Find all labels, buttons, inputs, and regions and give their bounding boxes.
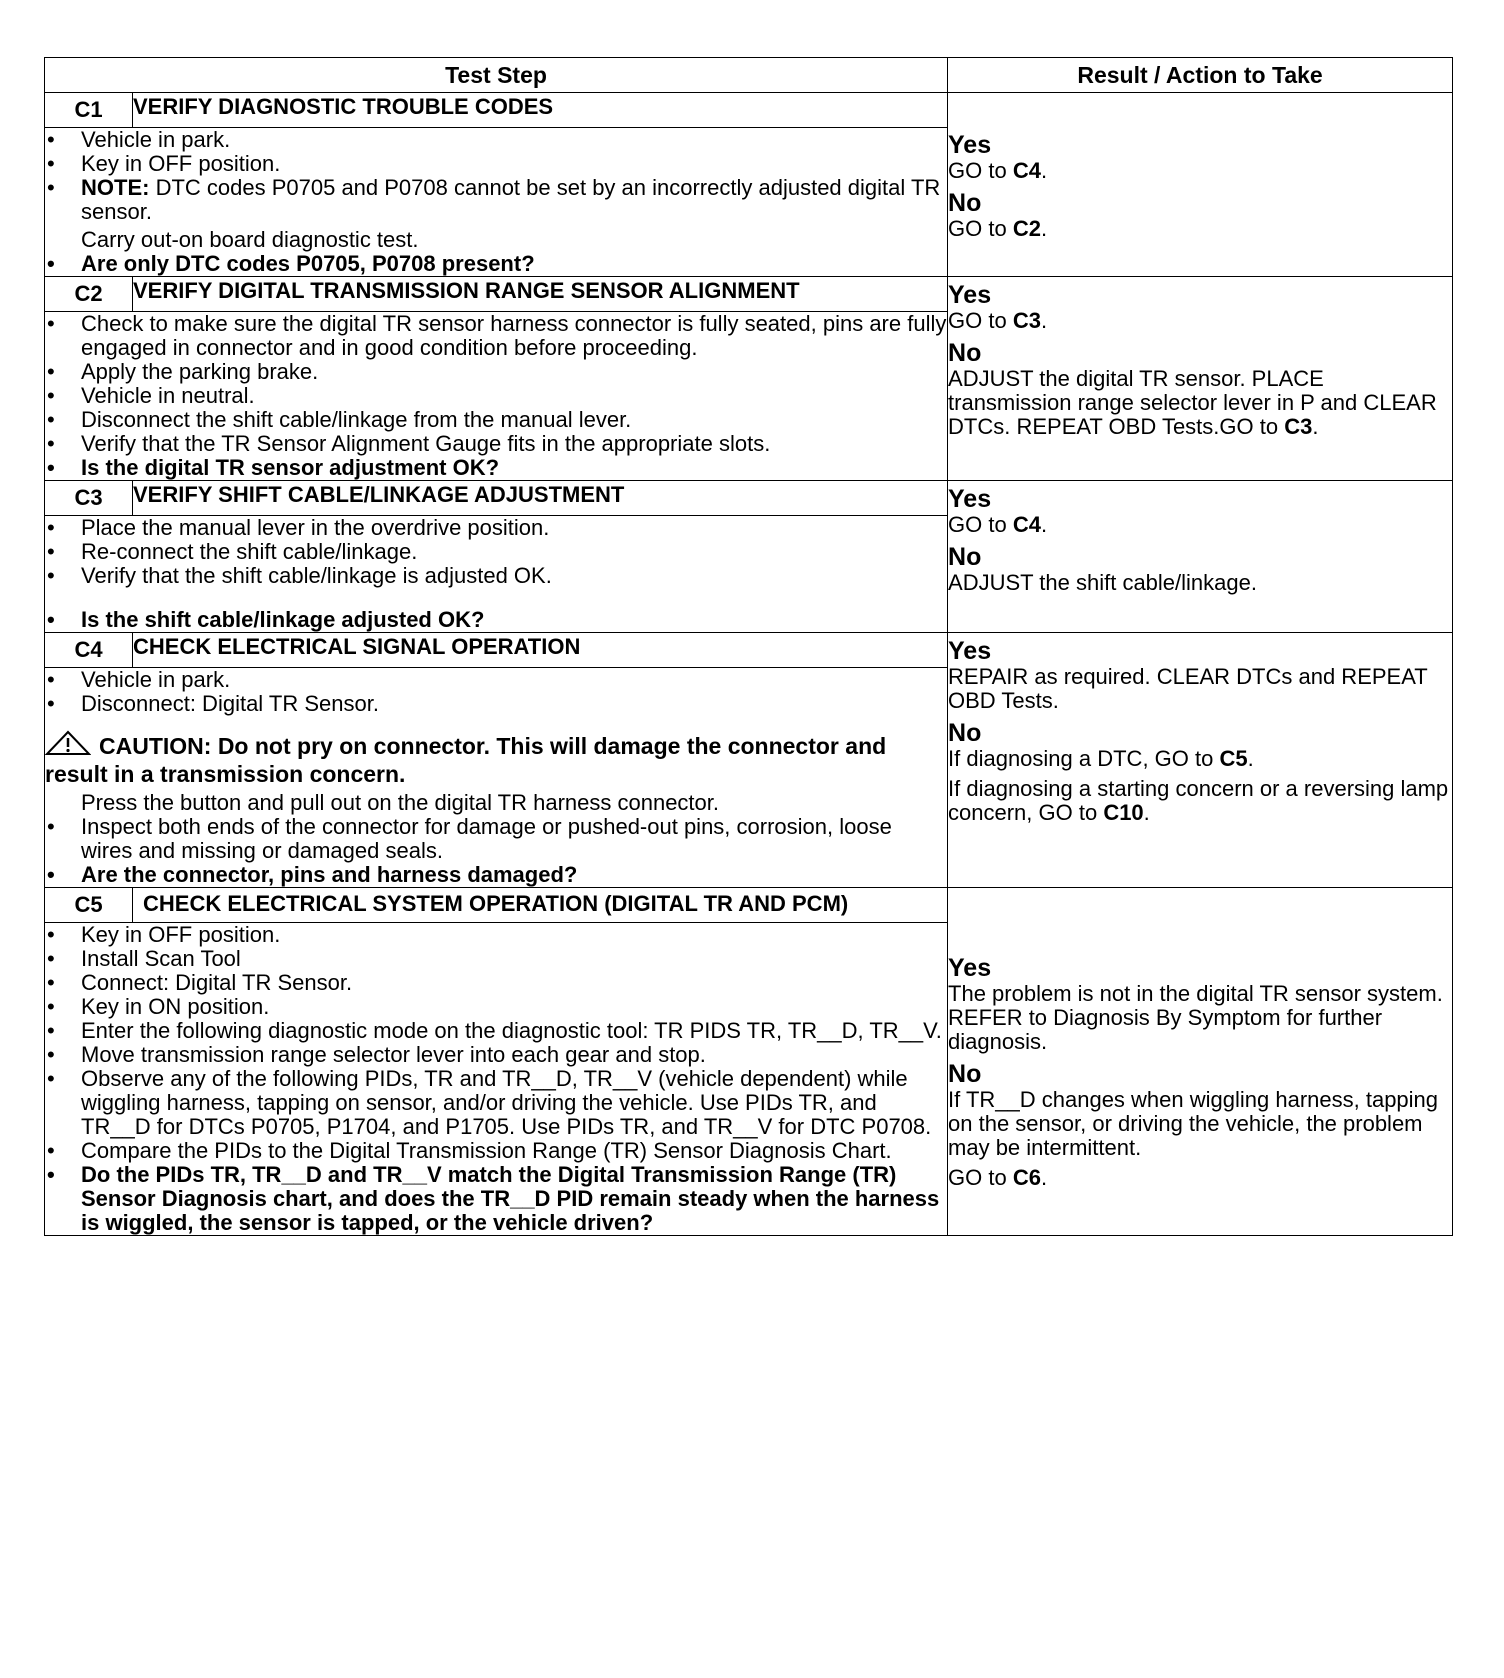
step-bullet: • Vehicle in park. — [45, 128, 947, 152]
step-question: • Do the PIDs TR, TR__D and TR__V match the Digital Transmission Range (TR) Sensor Diagnosis chart, and does the TR__D PID remain steady when the harness is wiggled, the sensor is tapped, or the vehicle driven? — [45, 1163, 947, 1235]
step-bullet: • Key in ON position. — [45, 995, 947, 1019]
step-title-row — [45, 277, 1453, 312]
no-action: ADJUST the shift cable/linkage. — [948, 570, 1257, 595]
step-bullet: • Connect: Digital TR Sensor. — [45, 971, 947, 995]
step-id: C1 — [45, 93, 133, 128]
step-bullet: • Verify that the TR Sensor Alignment Gauge fits in the appropriate slots. — [45, 432, 947, 456]
step-title-row — [45, 93, 1453, 128]
no-label: No — [948, 339, 982, 367]
step-body — [45, 923, 948, 1236]
step-question: • Are the connector, pins and harness damaged? — [45, 863, 947, 887]
yes-action: REPAIR as required. CLEAR DTCs and REPEAT OBD Tests. — [948, 664, 1428, 713]
step-id: C3 — [45, 481, 133, 516]
step-bullet: • Vehicle in neutral. — [45, 384, 947, 408]
no-action-alt: If diagnosing a starting concern or a reversing lamp concern, GO to C10. — [948, 776, 1449, 825]
yes-action: GO to C3. — [948, 308, 1048, 333]
yes-label: Yes — [948, 637, 992, 665]
caution-text: CAUTION: Do not pry on connector. This will damage the connector and result in a transmission concern. — [45, 733, 887, 787]
step-bullet: • Key in OFF position. — [45, 923, 947, 947]
yes-label: Yes — [948, 131, 992, 159]
step-bullet: • Disconnect the shift cable/linkage from the manual lever. — [45, 408, 947, 432]
no-action: ADJUST the digital TR sensor. PLACE transmission range selector lever in P and CLEAR DTCs. REPEAT OBD Tests.GO to C3. — [948, 366, 1437, 439]
step-title: VERIFY DIGITAL TRANSMISSION RANGE SENSOR ALIGNMENT — [133, 277, 948, 312]
diagnostic-document — [44, 57, 1452, 1236]
warning-triangle-icon — [45, 730, 91, 761]
step-bullet: • Inspect both ends of the connector for damage or pushed-out pins, corrosion, loose wires and missing or damaged seals. — [45, 815, 947, 863]
test-step-header: Test Step — [45, 58, 948, 93]
step-question: • Is the shift cable/linkage adjusted OK? — [45, 608, 947, 632]
step-body — [45, 128, 948, 277]
no-action: GO to C2. — [948, 216, 1048, 241]
yes-label: Yes — [948, 281, 992, 309]
step-body — [45, 312, 948, 481]
no-action-alt: GO to C6. — [948, 1165, 1048, 1190]
step-title: CHECK ELECTRICAL SYSTEM OPERATION (DIGITAL TR AND PCM) — [133, 888, 948, 923]
no-label: No — [948, 719, 982, 747]
step-bullet: • Enter the following diagnostic mode on the diagnostic tool: TR PIDS TR, TR__D, TR__V. — [45, 1019, 947, 1043]
result-cell — [948, 277, 1453, 481]
yes-action: The problem is not in the digital TR sensor system. REFER to Diagnosis By Symptom for further diagnosis. — [948, 981, 1443, 1054]
no-action: If diagnosing a DTC, GO to C5. — [948, 746, 1254, 771]
step-bullet: • Place the manual lever in the overdrive position. — [45, 516, 947, 540]
step-id: C4 — [45, 633, 133, 668]
step-title: VERIFY SHIFT CABLE/LINKAGE ADJUSTMENT — [133, 481, 948, 516]
step-title: VERIFY DIAGNOSTIC TROUBLE CODES — [133, 93, 948, 128]
no-label: No — [948, 1060, 982, 1088]
step-title-row — [45, 633, 1453, 668]
step-bullet: • Move transmission range selector lever into each gear and stop. — [45, 1043, 947, 1067]
no-label: No — [948, 189, 982, 217]
yes-label: Yes — [948, 954, 992, 982]
diagnostic-table — [44, 57, 1453, 1236]
step-title: CHECK ELECTRICAL SIGNAL OPERATION — [133, 633, 948, 668]
result-cell — [948, 481, 1453, 633]
no-action: If TR__D changes when wiggling harness, tapping on the sensor, or driving the vehicle, the problem may be intermittent. — [948, 1087, 1439, 1160]
step-question: • Are only DTC codes P0705, P0708 present? — [45, 252, 947, 276]
step-bullet: • Compare the PIDs to the Digital Transmission Range (TR) Sensor Diagnosis Chart. — [45, 1139, 947, 1163]
step-bullet: • Vehicle in park. — [45, 668, 947, 692]
step-bullet: • Apply the parking brake. — [45, 360, 947, 384]
step-bullet: • Install Scan Tool — [45, 947, 947, 971]
no-label: No — [948, 543, 982, 571]
table-header-row — [45, 58, 1453, 93]
yes-action: GO to C4. — [948, 158, 1048, 183]
yes-label: Yes — [948, 485, 992, 513]
result-header: Result / Action to Take — [948, 58, 1453, 93]
step-bullet: • Observe any of the following PIDs, TR and TR__D, TR__V (vehicle dependent) while wiggling harness, tapping on sensor, and/or driving the vehicle. Use PIDs TR, and TR__D for DTCs P0705, P1704, and P1705. Use PIDs TR, and TR__V for DTC P0708. — [45, 1067, 947, 1139]
step-id: C2 — [45, 277, 133, 312]
yes-action: GO to C4. — [948, 512, 1048, 537]
step-bullet: • Check to make sure the digital TR sensor harness connector is fully seated, pins are fully engaged in connector and in good condition before proceeding. — [45, 312, 947, 360]
step-note: • NOTE: DTC codes P0705 and P0708 cannot be set by an incorrectly adjusted digital TR sensor. — [45, 176, 947, 224]
step-bullet: • Key in OFF position. — [45, 152, 947, 176]
step-title-row — [45, 481, 1453, 516]
result-cell — [948, 633, 1453, 888]
step-bullet: • Disconnect: Digital TR Sensor. — [45, 692, 947, 716]
step-bullet: • Re-connect the shift cable/linkage. — [45, 540, 947, 564]
step-body — [45, 516, 948, 633]
step-bullet: • Verify that the shift cable/linkage is adjusted OK. — [45, 564, 947, 588]
result-cell — [948, 93, 1453, 277]
result-cell — [948, 888, 1453, 1236]
step-title-row — [45, 888, 1453, 923]
step-body — [45, 668, 948, 888]
step-question: • Is the digital TR sensor adjustment OK? — [45, 456, 947, 480]
step-id: C5 — [45, 888, 133, 923]
caution-note — [45, 730, 947, 787]
step-instruction: Carry out-on board diagnostic test. — [81, 227, 419, 252]
step-instruction: Press the button and pull out on the digital TR harness connector. — [81, 790, 719, 815]
